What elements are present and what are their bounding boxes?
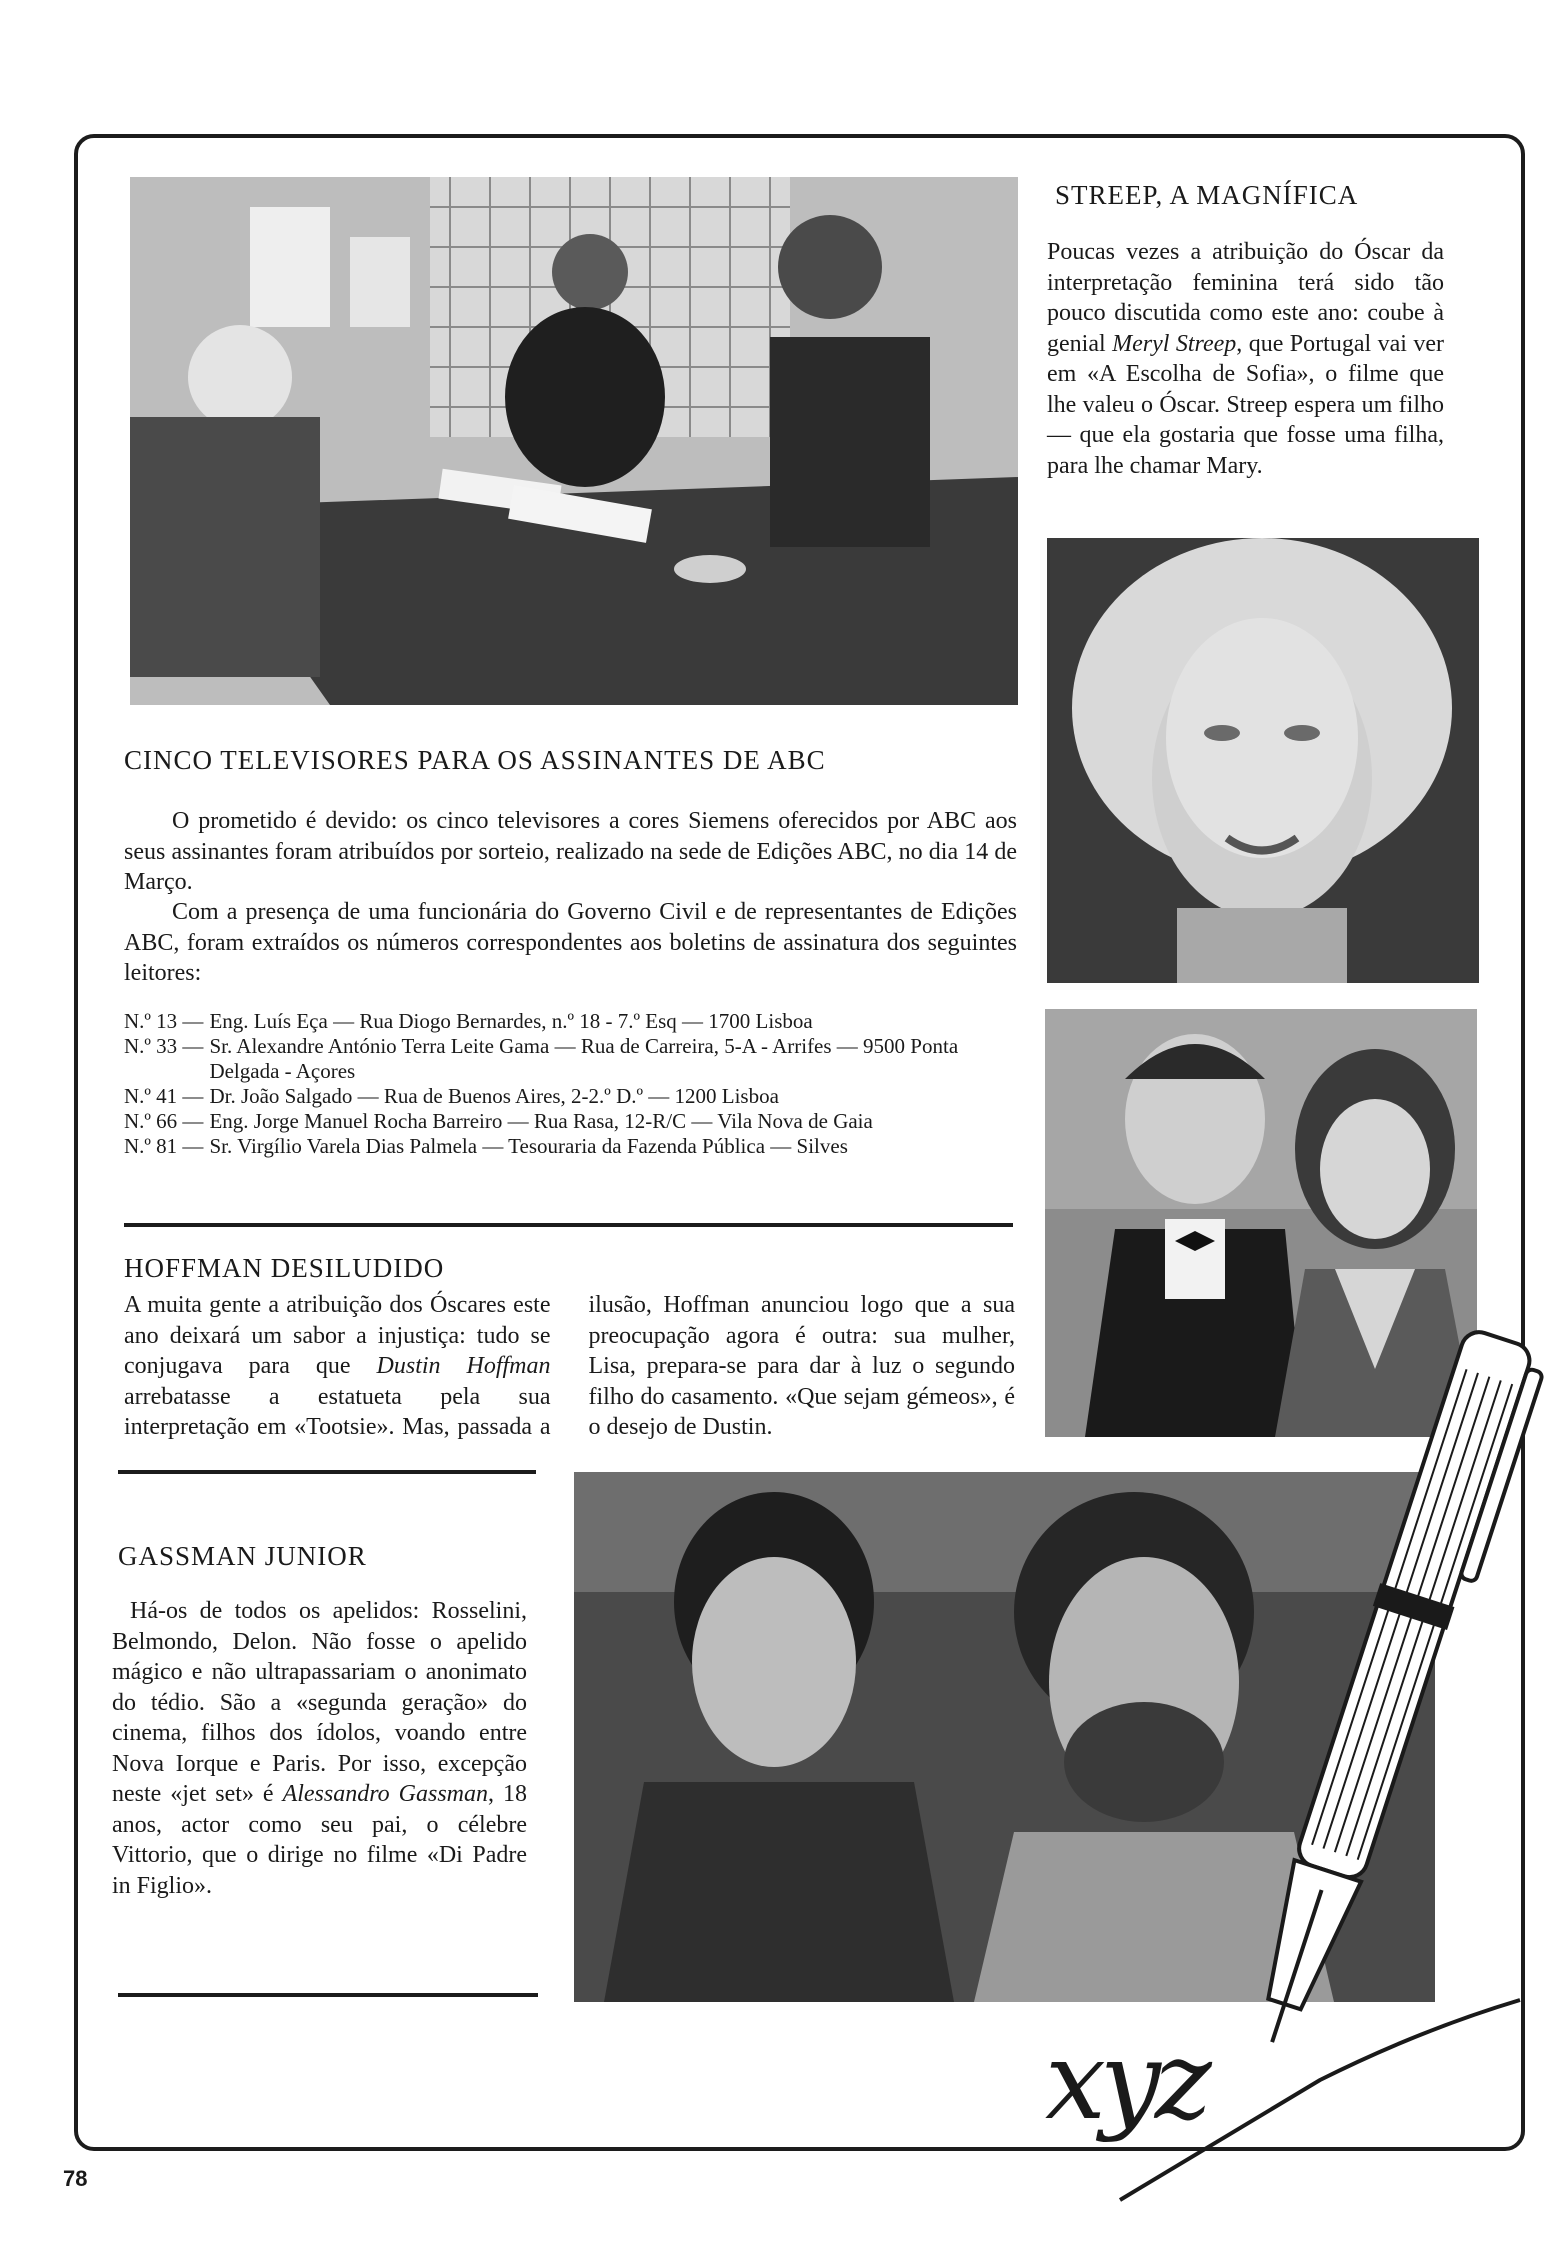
streep-heading: STREEP, A MAGNÍFICA <box>1055 180 1359 210</box>
gassman-body-part2: , 18 anos, actor como seu pai, o célebre Vittorio, que o dirige no filme «Di Padre in Figlio». <box>112 1781 528 1899</box>
section-divider <box>118 1993 538 1997</box>
winner-number: N.º 13 — <box>124 1009 204 1033</box>
hoffman-body <box>124 1261 1015 1451</box>
photo-abc-office-art <box>130 177 1018 705</box>
hoffman-body-part2: arrebatasse a estatueta pela sua interpretação em «Tootsie». Mas, passada a ilusão, Hoffman anunciou logo que a sua preocupação agora é outra: sua mulher, Lisa, prepara-se para dar à luz o segundo filho do casamento. «Que sejam gémeos», é o desejo de Dustin. <box>124 1292 1015 1440</box>
winner-number: N.º 33 — <box>124 1034 204 1058</box>
hoffman-heading: HOFFMAN DESILUDIDO <box>124 1253 445 1283</box>
winner-number: N.º 81 — <box>124 1134 204 1158</box>
cinco-p2: Com a presença de uma funcionária do Governo Civil e de representantes de Edições ABC, foram extraídos os números correspondentes aos boletins de assinatura dos seguintes leitores: <box>124 899 1017 986</box>
cinco-heading: CINCO TELEVISORES PARA OS ASSINANTES DE ABC <box>124 745 826 775</box>
streep-body-part2: , que Portugal vai ver em «A Escolha de Sofia», o filme que lhe valeu o Óscar. Streep espera um filho — que ela gostaria que fosse uma filha, para lhe chamar Mary. <box>1047 330 1444 479</box>
winner-entry <box>124 1109 1019 1134</box>
gassman-body <box>112 1596 527 1901</box>
signature-xyz: xyz <box>1045 2019 1206 2144</box>
gassman-name: Alessandro Gassman <box>282 1781 489 1807</box>
winner-details: Sr. Virgílio Varela Dias Palmela — Tesouraria da Fazenda Pública — Silves <box>209 1134 848 1158</box>
winner-entry <box>124 1034 1019 1084</box>
winner-number: N.º 66 — <box>124 1109 204 1133</box>
streep-name: Meryl Streep <box>1112 330 1237 357</box>
winner-details: Eng. Jorge Manuel Rocha Barreiro — Rua Rasa, 12-R/C — Vila Nova de Gaia <box>209 1109 873 1133</box>
section-divider <box>118 1470 536 1474</box>
photo-meryl-streep <box>1047 538 1479 983</box>
winners-list <box>124 1009 1019 1159</box>
winner-entry <box>124 1084 1019 1109</box>
gassman-body-part1: Há-os de todos os apelidos: Rosselini, Belmondo, Delon. Não fosse o apelido mágico e não ultrapassariam o anonimato do tédio. São a «segunda geração» do cinema, filhos dos ídolos, voando entre Nova Iorque e Paris. Por isso, excepção neste «jet set» é <box>112 1598 527 1807</box>
winner-details: Dr. João Salgado — Rua de Buenos Aires, 2-2.º D.º — 1200 Lisboa <box>209 1084 779 1108</box>
winner-details: Eng. Luís Eça — Rua Diogo Bernardes, n.º 18 - 7.º Esq — 1700 Lisboa <box>209 1009 813 1033</box>
photo-abc-office <box>130 177 1018 705</box>
gassman-heading: GASSMAN JUNIOR <box>118 1541 367 1571</box>
hoffman-body-part1: A muita gente a atribuição dos Óscares este ano deixará um sabor a injustiça: tudo se conjugava para que <box>124 1292 551 1379</box>
winner-number: N.º 41 — <box>124 1084 204 1108</box>
section-divider <box>124 1223 1013 1227</box>
winner-entry <box>124 1134 1019 1159</box>
streep-body <box>1047 237 1444 481</box>
hoffman-name: Dustin Hoffman <box>376 1353 551 1379</box>
winner-details: Sr. Alexandre António Terra Leite Gama — Rua de Carreira, 5-A - Arrifes — 9500 Ponta Delgada - Açores <box>209 1034 959 1083</box>
winner-entry <box>124 1009 1019 1034</box>
photo-meryl-streep-art <box>1047 538 1479 983</box>
cinco-p1: O prometido é devido: os cinco televisores a cores Siemens oferecidos por ABC aos seus assinantes foram atribuídos por sorteio, realizado na sede de Edições ABC, no dia 14 de Março. <box>124 808 1017 895</box>
streep-body-part1: Poucas vezes a atribuição do Óscar da interpretação feminina terá sido tão pouco discutida como este ano: coube à genial <box>1047 239 1444 357</box>
page-number: 78 <box>63 2166 88 2191</box>
